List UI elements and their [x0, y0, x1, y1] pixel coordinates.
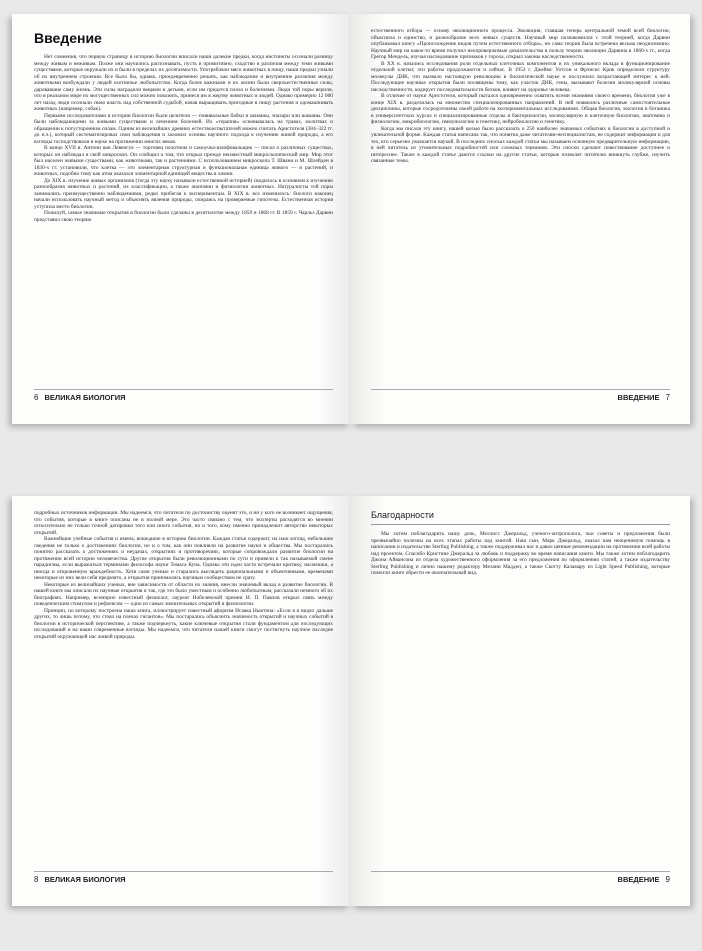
paragraph: Нет сомнения, что первую страницу в историю биологии вписали наши далекие предки, когда инстинкты осознали разницу между живым и неживым. Позже они научились распознавать, пусть и примитивно, сходство и различия между теми живыми существами, которые окружали их и были в пределах их досягаемости. Употребляли мясо животных в пищу, наши предки узнали об их внутреннем строении. Все было бы, однако, преждевременно решать, как наблюдение и внутренние различия между животными возбуждали у людей охотничье любопытство. Когда более важными и их жизни были сверхъестественные силы, даровавшие саму жизнь. Эти силы наградили вещами и детьми, если им придется плохо и болезнями. Люди той поры верили, что в реальном мире их могущественных сил можно повлиять, принеся им в жертву животных и людей. Однако примерно 12 000 лет назад люди осознали свою власть над собственной судьбой, начав выращивать пригодные в пищу растения и одомашнивать животных (например, собак).: [34, 54, 333, 112]
paragraph: Первыми исследователями в истории биологии были целители — повивальные бабки и шаманы, знахари или шаманы. Они были наблюдающими за живыми существами и лечением болезней. Их «терапия» основывалась на травах, молитвах и обращении к потусторонним силам. Одним из величайших древних естествоиспытателей можно считать Аристотеля (384–322 гг. до н.э.), который систематизировал свои наблюдения и заложил основы научного подхода к изучению живой природы, а его взгляды господствовали в науке на протяжении многих веков.: [34, 112, 333, 145]
paragraph: До XIX в. изучение живых организмов (тогда эту науку называли естественной историей) сводилось в основном к изучению разнообразия животных и растений, их классификации, а также анатомии и физиологии животных. Натуралисты той поры занимались преимущественно наблюдениями, редко прибегая к экспериментам. В XIX в. все изменилось: биологи наконец начали использовать научный метод и объяснять явления природы, опираясь на проверяемые гипотезы. Естественная история уступила место биологии.: [34, 177, 333, 210]
section-title: Благодарности: [371, 510, 670, 525]
page-7: [351, 14, 690, 424]
page-number: 8: [34, 875, 39, 884]
paragraph: естественного отбора — основу эволюционного процесса. Эволюция, ставшая теперь центральной темой всей биологии, объяснила и единство, и разнообразие всех живых существ. Научный мир познакомился с этой теорией, когда Дарвин опубликовал книгу «Происхождение видов путем естественного отбора», но сама теория была встречена весьма неоднозначно. Научный мир на какое-то время получил неопровержимые доказательства в пользу теории эволюции Дарвина в 1860-х гг., когда Грегор Мендель, изучая наследование признаков у гороха, открыл законы наследственности.: [371, 28, 670, 60]
paragraph: Важнейшие учебные события и имена, вошедшие в историю биологии. Каждая статья содержит, на наш взгляд, небольшие сведения не только о достижениях биологии, но и о том, как они повлияли на развитие науки и общества. Мы постарались понятно рассказать о достижениях и неудачах, открытиях и противоречиях, которые сопровождали развитие биологии на протяжении всей истории человечества. Другие открытия были революционными по сути и привели к так называемой смене парадигмы, если выражаться терминами философа науки Томаса Куна. Однако эти идеи часто встречали критику, насмешки, а иногда и откровенную враждебность. Хотя сами ученые и старались выглядеть рациональными и объективными, временами некоторые из них вели себя предвзято, а открытия принимались научным сообществом не сразу.: [34, 536, 333, 581]
page-8: [12, 496, 351, 906]
paragraph: Принцип, по которому построена наша книга, иллюстрирует известный афоризм Исаака Ньютона: «Если я и видел дальше других, то лишь потому, что стоял на плечах гигантов». Мы постарались объяснить значимость открытий и научных событий в биологии в исторической перспективе, а также подчеркнуть, какие ключевые открытия стали фундаментом для последующих исследований и на наши современные взгляды. Мы надеемся, что читатели нашей книги смогут постигнуть научное наследие открытий окружающей нас живой природы.: [34, 607, 333, 640]
page-number: 9: [665, 875, 670, 884]
chapter-title: Введение: [34, 30, 102, 46]
page-footer: [371, 871, 670, 884]
page-6-content: [34, 28, 333, 386]
page-footer: [34, 871, 333, 884]
paragraph: Мы хотим поблагодарить нашу дочь, Меллисс Джеральд, ученого-антрополога, чьи советы и предложения были чрезвычайно полезны на всех этапах работы над книгой. Наш сын, Марк Джеральд, оказал нам неоценимую помощь в написании и издательстве Sterling Publishing, а также поддерживал нас и давал ценные рекомендации на протяжении всей работы над проектом. Спасибо Кристине Джеральд за любовь и поддержку во время написания книги. Мы также хотим поблагодарить Джона Айвансона из отдела художественного оформления за его предложения по оформлению статей, а также издательству Sterling Publishing и лично нашему редактору Мелани Мадден, а также Скотту Каламару из Light Speed Publishing, которые помогли книге обрести ее окончательный вид.: [371, 531, 670, 576]
paragraph: В отличие от науки Аристотеля, который пытался одновременно охватить всеми знаниями своего времени, биология уже в конце XIX в. разделилась на множество специализированных направлений. В ней появились различные самостоятельные дисциплины, которые сосредоточены своей работе на экспериментальных исследованиях. Общая биология, зоология и ботаника в университетских курсах и специализированные отделы в бактериологии, молекулярную и клеточную биологию, анатомию и физиологию, микробиологию, иммунологию и генетику, нейробиологию и генетику.: [371, 93, 670, 125]
page-number: 7: [665, 393, 670, 402]
paragraph: В конце XVII в. Антони ван Левенгук — торговец полотном и самоучка-шлифовальщик — писал о различных существах, которых он наблюдал в свой микроскоп. Он сообщил о том, что открыл прежде неизвестный микроскопический мир. Мир этот был населен живыми существами, как животными, так и растениями. С использованием микроскопа Т. Шванн и М. Шлейден в 1830-х гг. установили, что клетка — это элементарная структурная и функциональная единица живого — и растений, и животных, подобно тому как атом оказался элементарной единицей вещества в химии.: [34, 145, 333, 177]
spread-top: [12, 14, 690, 424]
page-footer: [371, 389, 670, 402]
page-number: 6: [34, 393, 39, 402]
page-9-content: [371, 510, 670, 868]
page-9: [351, 496, 690, 906]
paragraph: подробных источников информации. Мы надеемся, что читатели по достоинству оценят это, и ни у кого не возникнет ощущения, что события, которые в книге описаны не в полной мере. Это часто связано с тем, что эксперты расходятся во мнении относительно не только точной датировки того или иного события, но и того, кому именно принадлежит авторство некоторых открытий.: [34, 510, 333, 536]
running-title: ВЕЛИКАЯ БИОЛОГИЯ: [44, 875, 126, 884]
paragraph: В XX в. начались исследования роли отдельных клеточных компонентов и их уникального вклада в функционирование отдельной клетки; эти работы продолжаются и сейчас. В 1953 г. Джеймс Уотсон и Фрэнсис Крик определили структуру молекулы ДНК, что вызвало настоящую революцию в биологической науке и послужило возрастающей интерес к ней. Последующие научные открытия были посвящены тому, как участок ДНК, гены, вызывают болезни молекулярной основы наследственности, кодирует последовательности белков, влияют на здоровье человека.: [371, 60, 670, 93]
running-title: ВЕЛИКАЯ БИОЛОГИЯ: [44, 393, 126, 402]
page-6: [12, 14, 351, 424]
running-title: ВВЕДЕНИЕ: [617, 875, 660, 884]
spread-bottom: [12, 496, 690, 906]
page-footer: [34, 389, 333, 402]
paragraph: Когда мы писали эту книгу, нашей целью было рассказать о 250 наиболее значимых событиях в биологии в доступной и увлекательной форме. Каждая статья написана так, что понятна даже читателям-неспециалистам, не содержит информации и для тех, кто серьезно увлекается наукой. В последних сносках каждой статьи мы называем основную предварительную информацию, в ней читатель из утомительных подробностей или сложных терминов. Эти сноски сделают повествование доступнее и интереснее. Также в каждой статье даются ссылки на другие статьи, которые позволят читателю вникнуть глубже, изучить связанные темы.: [371, 125, 670, 164]
running-title: ВВЕДЕНИЕ: [617, 393, 660, 402]
page-7-content: [371, 28, 670, 386]
paragraph: Пожалуй, самые значимые открытия в биологии были сделаны в десятилетие между 1859 и 1868 гг. В 1859 г. Чарльз Дарвин представил свою теорию: [34, 210, 333, 223]
page-8-content: [34, 510, 333, 868]
paragraph: Некоторые из величайших ученых, вне зависимости от области их знания, внесли значимый вклад в развитие биологии. В нашей книге мы описали их научные открытия и так, где это было уместным и особенно любопытным, рассказали немного об их биографиях. Например, всемирно известный физиолог, лауреат Нобелевской премии И. П. Павлов открыл связь между поведенческим стимулом и рефлексом — одно из самых значительных открытий в физиологии.: [34, 581, 333, 607]
